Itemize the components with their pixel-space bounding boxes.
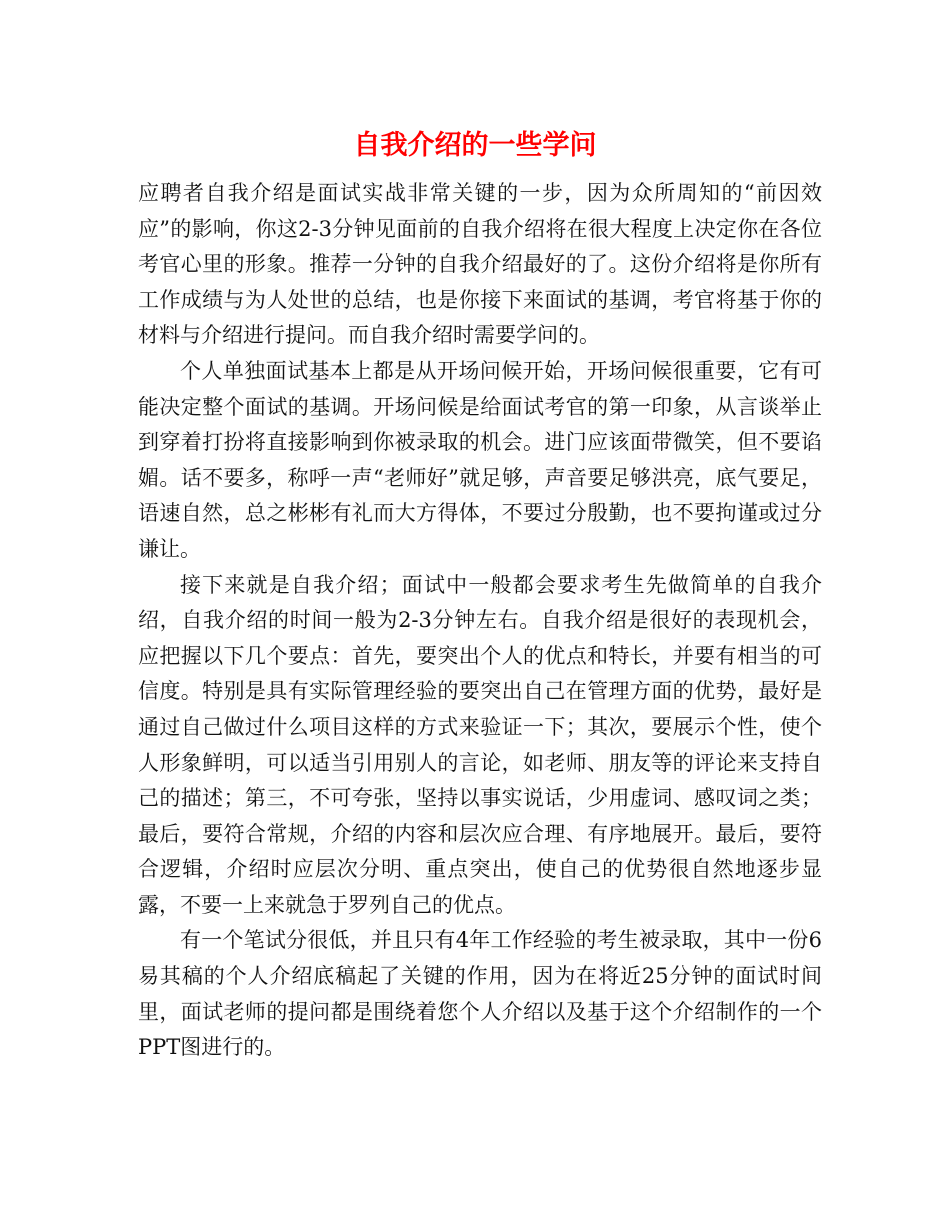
paragraph-example-case: 有一个笔试分很低，并且只有4年工作经验的考生被录取，其中一份6易其稿的个人介绍底稿起了关键的作用，因为在将近25分钟的面试时间里，面试老师的提问都是围绕着您个人介绍以及基于这个介绍制作的一个PPT图进行的。 [138,928,822,1060]
paragraph-intro: 应聘者自我介绍是面试实战非常关键的一步，因为众所周知的“前因效应”的影响，你这2-3分钟见面前的自我介绍将在很大程度上决定你在各位考官心里的形象。推荐一分钟的自我介绍最好的了。这份介绍将是你所有工作成绩与为人处世的总结，也是你接下来面试的基调，考官将基于你的材料与介绍进行提问。而自我介绍时需要学问的。 [138,181,822,348]
paragraph-self-introduction-tips: 接下来就是自我介绍；面试中一般都会要求考生先做简单的自我介绍，自我介绍的时间一般为2-3分钟左右。自我介绍是很好的表现机会，应把握以下几个要点：首先，要突出个人的优点和特长，并要有相当的可信度。特别是具有实际管理经验的要突出自己在管理方面的优势，最好是通过自己做过什么项目这样的方式来验证一下；其次，要展示个性，使个人形象鲜明，可以适当引用别人的言论，如老师、朋友等的评论来支持自己的描述；第三，不可夸张，坚持以事实说话，少用虚词、感叹词之类；最后，要符合常规，介绍的内容和层次应合理、有序地展开。最后，要符合逻辑，介绍时应层次分明、重点突出，使自己的优势很自然地逐步显露，不要一上来就急于罗列自己的优点。 [138,572,822,917]
document-body [138,176,822,1066]
document-title: 自我介绍的一些学问 [353,130,597,161]
paragraph-opening-greeting: 个人单独面试基本上都是从开场问候开始，开场问候很重要，它有可能决定整个面试的基调。开场问候是给面试考官的第一印象，从言谈举止到穿着打扮将直接影响到你被录取的机会。进门应该面带微笑，但不要谄媚。话不要多，称呼一声“老师好”就足够，声音要足够洪亮，底气要足，语速自然，总之彬彬有礼而大方得体，不要过分殷勤，也不要拘谨或过分谦让。 [138,358,822,561]
